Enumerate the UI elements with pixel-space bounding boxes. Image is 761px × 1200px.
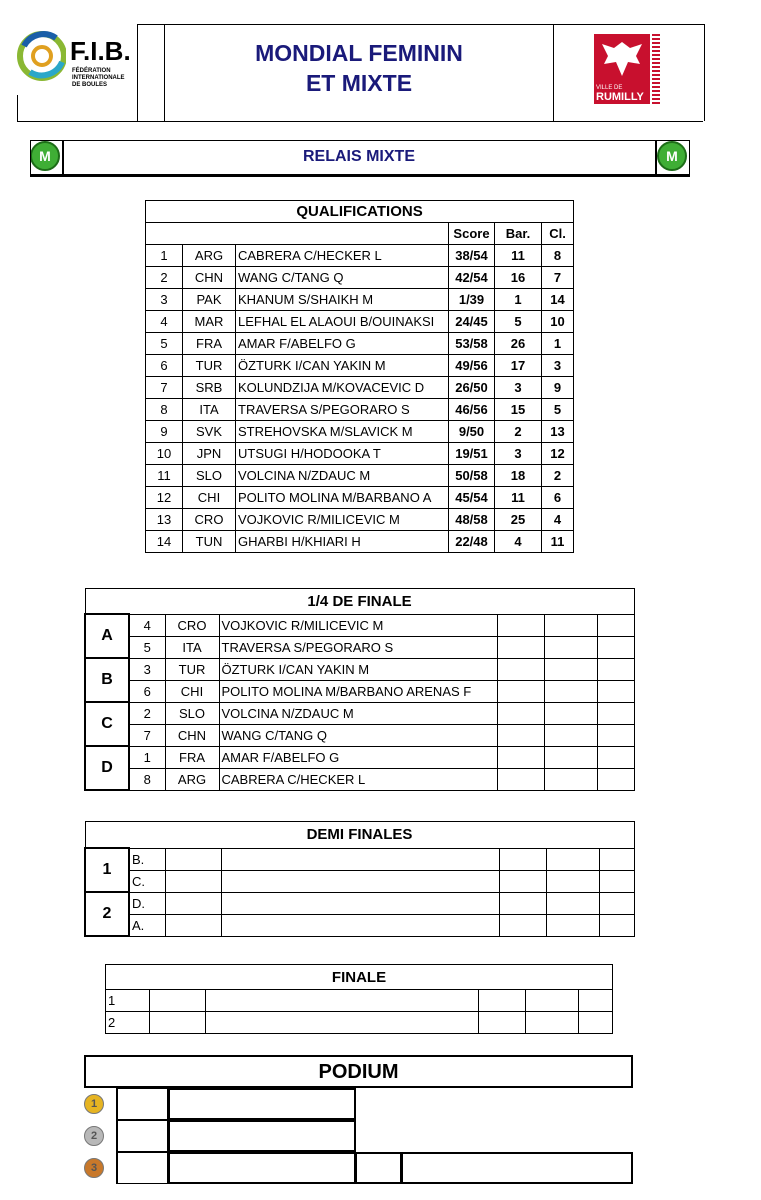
table-row	[146, 399, 574, 421]
blank-cell	[221, 892, 499, 914]
cl-cell: 3	[542, 355, 574, 377]
team-cell: CABRERA C/HECKER L	[219, 768, 497, 790]
result-cell	[597, 614, 634, 636]
header-left-edge	[17, 95, 18, 121]
country-cell: CHN	[165, 724, 219, 746]
medal-icon: 1	[84, 1094, 104, 1114]
team-cell: WANG C/TANG Q	[219, 724, 497, 746]
table-row	[85, 680, 634, 702]
country-cell: CRO	[165, 614, 219, 636]
blank-cell	[579, 990, 613, 1012]
qualifications-body	[146, 245, 574, 553]
qualifications-title: QUALIFICATIONS	[146, 201, 574, 223]
blank-cell	[479, 1012, 526, 1034]
podium-cell	[356, 1152, 401, 1184]
result-cell	[597, 680, 634, 702]
fib-emblem-icon	[16, 26, 66, 88]
podium-cell	[116, 1088, 168, 1120]
semi-number: 2	[85, 892, 129, 936]
table-row	[85, 870, 634, 892]
team-cell: TRAVERSA S/PEGORARO S	[236, 399, 449, 421]
team-cell: AMAR F/ABELFO G	[236, 333, 449, 355]
result-cell	[544, 768, 597, 790]
team-cell: AMAR F/ABELFO G	[219, 746, 497, 768]
country-cell: SRB	[183, 377, 236, 399]
result-cell	[497, 680, 544, 702]
bar-cell: 25	[495, 509, 542, 531]
score-cell: 45/54	[449, 487, 495, 509]
result-cell	[497, 614, 544, 636]
score-cell: 53/58	[449, 333, 495, 355]
cl-cell: 7	[542, 267, 574, 289]
rank-cell: 2	[146, 267, 183, 289]
cl-cell: 1	[542, 333, 574, 355]
final-slot-label: 1	[106, 990, 150, 1012]
table-row	[85, 746, 634, 768]
bar-cell: 1	[495, 289, 542, 311]
group-letter: B	[85, 658, 129, 702]
team-cell: CABRERA C/HECKER L	[236, 245, 449, 267]
bar-cell: 3	[495, 443, 542, 465]
rank-cell: 10	[146, 443, 183, 465]
seed-cell: 5	[129, 636, 165, 658]
result-cell	[497, 702, 544, 724]
country-cell: PAK	[183, 289, 236, 311]
country-cell: JPN	[183, 443, 236, 465]
seed-cell: 8	[129, 768, 165, 790]
fib-logo-subtitle: FÉDÉRATION INTERNATIONALE DE BOULES	[72, 68, 125, 88]
team-cell: POLITO MOLINA M/BARBANO A	[236, 487, 449, 509]
rank-cell: 14	[146, 531, 183, 553]
score-cell: 49/56	[449, 355, 495, 377]
blank-cell	[599, 848, 634, 870]
cl-cell: 14	[542, 289, 574, 311]
header-left-rule	[17, 121, 703, 122]
team-cell: TRAVERSA S/PEGORARO S	[219, 636, 497, 658]
result-cell	[544, 658, 597, 680]
blank-cell	[546, 914, 599, 936]
seed-cell: 2	[129, 702, 165, 724]
team-cell: WANG C/TANG Q	[236, 267, 449, 289]
group-letter: D	[85, 746, 129, 790]
blank-cell	[499, 848, 546, 870]
col-bar: Bar.	[495, 223, 542, 245]
country-cell: ARG	[165, 768, 219, 790]
podium-cell	[116, 1152, 168, 1184]
table-row	[146, 443, 574, 465]
semi-slot-label: A.	[129, 914, 165, 936]
bar-cell: 5	[495, 311, 542, 333]
seed-cell: 1	[129, 746, 165, 768]
mixed-badge-right: M	[657, 141, 687, 171]
blank-cell	[221, 848, 499, 870]
table-row	[146, 421, 574, 443]
table-row	[85, 614, 634, 636]
country-cell: CHI	[183, 487, 236, 509]
page-title: MONDIAL FEMININ ET MIXTE	[255, 40, 463, 96]
podium-cell	[168, 1120, 356, 1152]
team-cell: LEFHAL EL ALAOUI B/OUINAKSI	[236, 311, 449, 333]
rank-cell: 12	[146, 487, 183, 509]
result-cell	[497, 724, 544, 746]
blank-cell	[221, 914, 499, 936]
rumilly-dots	[652, 34, 660, 106]
table-row	[146, 509, 574, 531]
score-cell: 46/56	[449, 399, 495, 421]
result-cell	[544, 680, 597, 702]
medal-icon: 3	[84, 1158, 104, 1178]
table-row	[106, 1012, 613, 1034]
final-title: FINALE	[106, 965, 613, 990]
result-cell	[497, 768, 544, 790]
team-cell: ÖZTURK I/CAN YAKIN M	[219, 658, 497, 680]
result-cell	[544, 702, 597, 724]
rank-cell: 7	[146, 377, 183, 399]
result-cell	[497, 746, 544, 768]
semi-number: 1	[85, 848, 129, 892]
table-row	[146, 355, 574, 377]
score-cell: 1/39	[449, 289, 495, 311]
table-row	[106, 990, 613, 1012]
final-slot-label: 2	[106, 1012, 150, 1034]
podium-title-box	[84, 1055, 633, 1088]
semi-slot-label: C.	[129, 870, 165, 892]
rank-cell: 6	[146, 355, 183, 377]
rank-cell: 5	[146, 333, 183, 355]
semi-slot-label: D.	[129, 892, 165, 914]
seed-cell: 7	[129, 724, 165, 746]
blank-cell	[546, 892, 599, 914]
team-cell: VOJKOVIC R/MILICEVIC M	[236, 509, 449, 531]
table-row	[146, 311, 574, 333]
semi-slot-label: B.	[129, 848, 165, 870]
blank-cell	[499, 870, 546, 892]
team-cell: POLITO MOLINA M/BARBANO ARENAS F	[219, 680, 497, 702]
blank-cell	[150, 990, 206, 1012]
seed-cell: 6	[129, 680, 165, 702]
qualifications-table	[145, 200, 574, 553]
table-row	[85, 724, 634, 746]
team-cell: ÖZTURK I/CAN YAKIN M	[236, 355, 449, 377]
rumilly-logo-text: VILLE DE RUMILLY	[594, 84, 650, 104]
rank-cell: 4	[146, 311, 183, 333]
result-cell	[497, 658, 544, 680]
final-table	[105, 964, 613, 1034]
blank-cell	[206, 1012, 479, 1034]
result-cell	[544, 746, 597, 768]
col-score: Score	[449, 223, 495, 245]
country-cell: ITA	[183, 399, 236, 421]
country-cell: CHI	[165, 680, 219, 702]
col-cl: Cl.	[542, 223, 574, 245]
rumilly-logo	[594, 30, 664, 110]
team-cell: VOJKOVIC R/MILICEVIC M	[219, 614, 497, 636]
table-row	[85, 914, 634, 936]
cl-cell: 8	[542, 245, 574, 267]
rank-cell: 8	[146, 399, 183, 421]
country-cell: CRO	[183, 509, 236, 531]
cl-cell: 10	[542, 311, 574, 333]
rumilly-eagle-icon	[594, 34, 650, 84]
table-row	[146, 377, 574, 399]
qualifications-header-blank	[146, 223, 449, 245]
cl-cell: 2	[542, 465, 574, 487]
semi-finals-table	[84, 821, 635, 937]
cl-cell: 4	[542, 509, 574, 531]
bar-cell: 3	[495, 377, 542, 399]
result-cell	[544, 636, 597, 658]
bar-cell: 16	[495, 267, 542, 289]
table-row	[85, 892, 634, 914]
blank-cell	[221, 870, 499, 892]
result-cell	[597, 724, 634, 746]
blank-cell	[499, 892, 546, 914]
team-cell: KHANUM S/SHAIKH M	[236, 289, 449, 311]
country-cell: FRA	[165, 746, 219, 768]
cl-cell: 11	[542, 531, 574, 553]
final-body	[106, 990, 613, 1034]
podium-cell	[116, 1120, 168, 1152]
rank-cell: 1	[146, 245, 183, 267]
semi-finals-body	[85, 848, 634, 936]
medal-icon: 2	[84, 1126, 104, 1146]
result-cell	[597, 658, 634, 680]
fib-logo	[16, 26, 156, 92]
table-row	[146, 465, 574, 487]
mixed-badge-left: M	[30, 141, 60, 171]
cl-cell: 9	[542, 377, 574, 399]
blank-cell	[546, 870, 599, 892]
result-cell	[597, 768, 634, 790]
score-cell: 50/58	[449, 465, 495, 487]
score-cell: 19/51	[449, 443, 495, 465]
blank-cell	[526, 1012, 579, 1034]
team-cell: KOLUNDZIJA M/KOVACEVIC D	[236, 377, 449, 399]
event-title: RELAIS MIXTE	[302, 148, 415, 165]
team-cell: STREHOVSKA M/SLAVICK M	[236, 421, 449, 443]
rank-cell: 9	[146, 421, 183, 443]
header-divider-2	[553, 24, 554, 121]
quarter-finals-title: 1/4 DE FINALE	[85, 589, 634, 615]
country-cell: MAR	[183, 311, 236, 333]
result-cell	[597, 746, 634, 768]
country-cell: FRA	[183, 333, 236, 355]
table-row	[146, 531, 574, 553]
cl-cell: 12	[542, 443, 574, 465]
bar-cell: 15	[495, 399, 542, 421]
bar-cell: 17	[495, 355, 542, 377]
table-row	[85, 702, 634, 724]
blank-cell	[599, 914, 634, 936]
score-cell: 38/54	[449, 245, 495, 267]
result-cell	[597, 636, 634, 658]
bar-cell: 26	[495, 333, 542, 355]
table-row	[146, 245, 574, 267]
score-cell: 48/58	[449, 509, 495, 531]
blank-cell	[599, 870, 634, 892]
team-cell: UTSUGI H/HODOOKA T	[236, 443, 449, 465]
table-row	[85, 658, 634, 680]
blank-cell	[150, 1012, 206, 1034]
podium-cell	[401, 1152, 633, 1184]
seed-cell: 4	[129, 614, 165, 636]
cl-cell: 6	[542, 487, 574, 509]
blank-cell	[165, 848, 221, 870]
country-cell: TUR	[183, 355, 236, 377]
country-cell: SLO	[183, 465, 236, 487]
table-row	[85, 636, 634, 658]
bar-cell: 18	[495, 465, 542, 487]
table-row	[146, 267, 574, 289]
result-cell	[597, 702, 634, 724]
podium-cell	[168, 1088, 356, 1120]
cl-cell: 5	[542, 399, 574, 421]
blank-cell	[546, 848, 599, 870]
blank-cell	[579, 1012, 613, 1034]
bar-cell: 2	[495, 421, 542, 443]
blank-cell	[479, 990, 526, 1012]
result-cell	[544, 614, 597, 636]
country-cell: SVK	[183, 421, 236, 443]
score-cell: 42/54	[449, 267, 495, 289]
country-cell: TUR	[165, 658, 219, 680]
table-row	[85, 848, 634, 870]
score-cell: 26/50	[449, 377, 495, 399]
country-cell: ITA	[165, 636, 219, 658]
semi-finals-title: DEMI FINALES	[85, 822, 634, 849]
group-letter: C	[85, 702, 129, 746]
rank-cell: 3	[146, 289, 183, 311]
team-cell: VOLCINA N/ZDAUC M	[236, 465, 449, 487]
team-cell: GHARBI H/KHIARI H	[236, 531, 449, 553]
table-row	[146, 333, 574, 355]
bar-cell: 4	[495, 531, 542, 553]
blank-cell	[165, 914, 221, 936]
table-row	[146, 487, 574, 509]
cl-cell: 13	[542, 421, 574, 443]
group-letter: A	[85, 614, 129, 658]
fib-logo-text: F.I.B.	[70, 36, 131, 66]
score-cell: 24/45	[449, 311, 495, 333]
quarter-finals-table	[84, 588, 635, 791]
podium-cell	[168, 1152, 356, 1184]
blank-cell	[526, 990, 579, 1012]
country-cell: SLO	[165, 702, 219, 724]
seed-cell: 3	[129, 658, 165, 680]
bar-cell: 11	[495, 487, 542, 509]
blank-cell	[599, 892, 634, 914]
score-cell: 22/48	[449, 531, 495, 553]
quarter-finals-body	[85, 614, 634, 790]
blank-cell	[499, 914, 546, 936]
country-cell: TUN	[183, 531, 236, 553]
team-cell: VOLCINA N/ZDAUC M	[219, 702, 497, 724]
country-cell: CHN	[183, 267, 236, 289]
score-cell: 9/50	[449, 421, 495, 443]
result-cell	[497, 636, 544, 658]
rank-cell: 11	[146, 465, 183, 487]
result-cell	[544, 724, 597, 746]
table-row	[85, 768, 634, 790]
bar-cell: 11	[495, 245, 542, 267]
country-cell: ARG	[183, 245, 236, 267]
blank-cell	[206, 990, 479, 1012]
rank-cell: 13	[146, 509, 183, 531]
blank-cell	[165, 892, 221, 914]
podium-title: PODIUM	[318, 1061, 399, 1083]
table-row	[146, 289, 574, 311]
blank-cell	[165, 870, 221, 892]
